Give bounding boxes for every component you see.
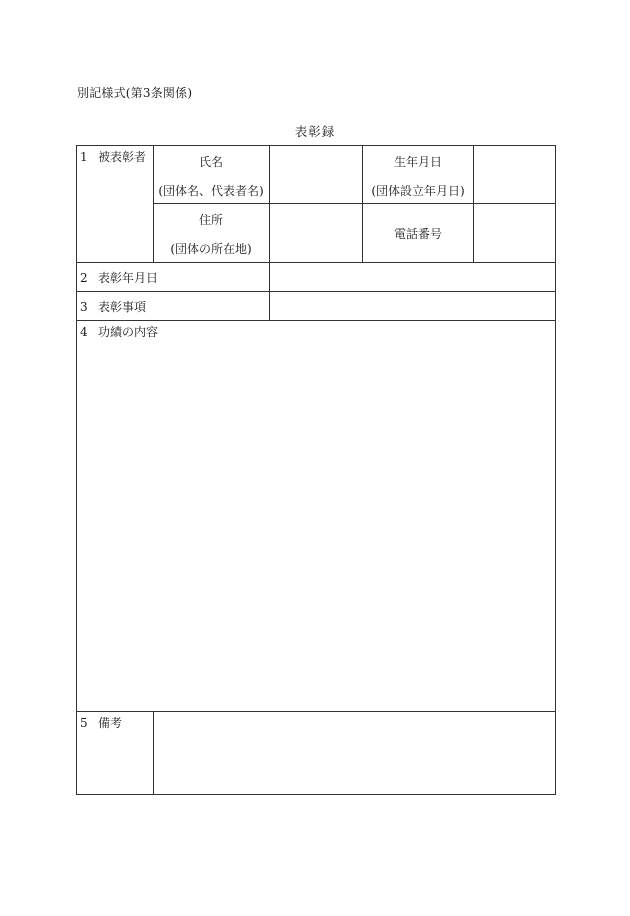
award-date-value-cell[interactable]	[270, 263, 556, 291]
remarks-number: 5	[80, 716, 88, 730]
address-value-cell[interactable]	[270, 204, 362, 262]
award-matter-value-cell[interactable]	[270, 292, 556, 320]
achievements-label: 功績の内容	[98, 325, 159, 339]
form-header: 別記様式(第3条関係)	[77, 86, 193, 100]
recipient-header	[80, 148, 146, 165]
address-label: 住所	[198, 213, 224, 227]
remarks-label: 備考	[98, 716, 123, 730]
name-label: 氏名	[198, 155, 224, 169]
recipient-number: 1	[80, 150, 88, 164]
phone-label: 電話番号	[393, 227, 443, 241]
achievements-header	[80, 323, 158, 340]
award-date-header	[80, 269, 158, 286]
remarks-value-cell[interactable]	[154, 712, 555, 794]
name-value-cell[interactable]	[270, 146, 362, 203]
achievements-value-cell[interactable]	[77, 340, 555, 710]
remarks-header	[80, 714, 122, 731]
rule-v-birth-label	[362, 145, 363, 262]
document-title: 表彰録	[294, 124, 336, 139]
recipient-label: 被表彰者	[98, 150, 147, 164]
rule-after-matter	[76, 320, 556, 321]
award-matter-number: 3	[80, 300, 88, 314]
birth-sub-label: (団体設立年月日)	[371, 184, 465, 198]
award-matter-label: 表彰事項	[98, 300, 147, 314]
address-sub-label: (団体の所在地)	[170, 242, 252, 256]
award-date-number: 2	[80, 271, 88, 285]
rule-v-recipient-label	[153, 145, 154, 262]
achievements-number: 4	[80, 325, 88, 339]
name-sub-label: (団体名、代表者名)	[158, 184, 264, 198]
birth-label: 生年月日	[393, 155, 443, 169]
phone-value-cell[interactable]	[474, 204, 556, 262]
award-matter-header	[80, 298, 146, 315]
birth-value-cell[interactable]	[474, 146, 556, 203]
award-date-label: 表彰年月日	[98, 271, 159, 285]
